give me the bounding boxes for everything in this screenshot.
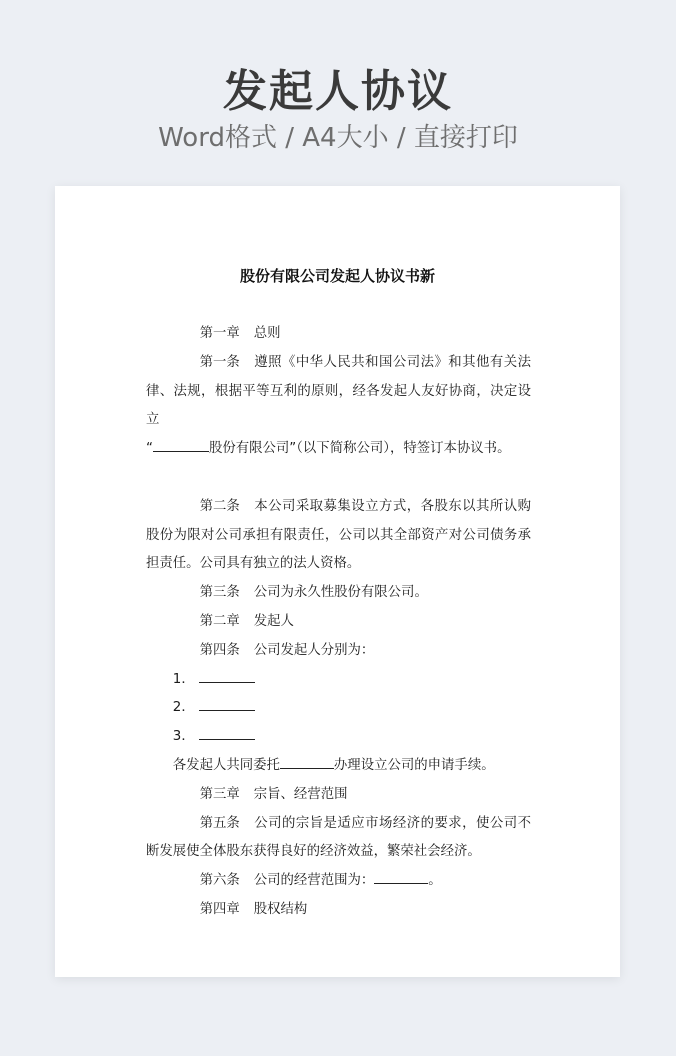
document-title: 股份有限公司发起人协议书新 xyxy=(239,267,435,285)
poster-title: 发起人协议 xyxy=(223,66,453,117)
article-5 xyxy=(146,810,531,868)
entrust-line xyxy=(146,752,531,781)
chapter-4 xyxy=(146,896,531,925)
entrust-text: 各发起人共同委托 xyxy=(172,757,280,773)
document-body xyxy=(146,320,531,925)
article-6 xyxy=(146,867,531,896)
document-page xyxy=(55,186,620,977)
article-text: 公司发起人分别为： xyxy=(253,642,375,658)
chapter-text: 总则 xyxy=(253,326,281,341)
chapter-text: 股权结构 xyxy=(253,901,308,917)
list-number: 3． xyxy=(172,729,195,745)
article-2 xyxy=(146,493,531,579)
chapter-label: 第三章 xyxy=(199,786,240,802)
list-number: 2． xyxy=(172,700,195,716)
company-name-blank xyxy=(153,436,209,452)
founder-blank xyxy=(199,667,255,683)
founder-blank xyxy=(199,724,255,740)
business-scope-blank xyxy=(374,868,428,884)
article-label: 第六条 xyxy=(199,873,240,889)
founder-blank xyxy=(199,695,255,711)
list-item xyxy=(146,723,531,752)
entrust-text-end: 办理设立公司的申请手续。 xyxy=(333,757,495,773)
article-label: 第二条 xyxy=(199,498,240,514)
list-item xyxy=(146,694,531,723)
poster-header xyxy=(0,0,676,186)
article-text: 公司的经营范围为： xyxy=(253,873,375,889)
chapter-label: 第二章 xyxy=(199,613,240,629)
article-text: 公司的宗旨是适应市场经济的要求，使公司不断发展使全体股东获得良好的经济效益，繁荣社会经济。 xyxy=(146,815,531,860)
article-3 xyxy=(146,579,531,608)
chapter-text: 发起人 xyxy=(253,613,294,629)
poster-subtitle: Word格式 / A4大小 / 直接打印 xyxy=(158,123,518,153)
paragraph-gap xyxy=(146,464,531,493)
article-label: 第一条 xyxy=(199,354,240,370)
list-item xyxy=(146,666,531,695)
article-label: 第五条 xyxy=(199,815,240,831)
quote-open: “ xyxy=(146,441,153,457)
chapter-3 xyxy=(146,781,531,810)
article-1 xyxy=(146,349,531,464)
chapter-label: 第四章 xyxy=(199,901,240,917)
article-text-continued: 股份有限公司”（以下简称公司），特签订本协议书。 xyxy=(208,441,511,457)
chapter-2 xyxy=(146,608,531,637)
article-text: 遵照《中华人民共和国公司法》和其他有关法律、法规，根据平等互利的原则，经各发起人友好协商，决定设立 xyxy=(146,354,531,428)
entrusted-party-blank xyxy=(280,753,334,769)
list-number: 1． xyxy=(172,671,195,687)
article-4 xyxy=(146,637,531,666)
article-label: 第三条 xyxy=(199,585,240,601)
chapter-text: 宗旨、经营范围 xyxy=(253,786,348,802)
article-text: 本公司采取募集设立方式，各股东以其所认购股份为限对公司承担有限责任，公司以其全部资产对公司债务承担责任。公司具有独立的法人资格。 xyxy=(146,498,531,572)
article-text: 公司为永久性股份有限公司。 xyxy=(253,585,428,601)
article-label: 第四条 xyxy=(199,642,240,658)
chapter-1 xyxy=(146,320,531,349)
chapter-label: 第一章 xyxy=(199,326,240,341)
article-end: 。 xyxy=(428,873,442,889)
